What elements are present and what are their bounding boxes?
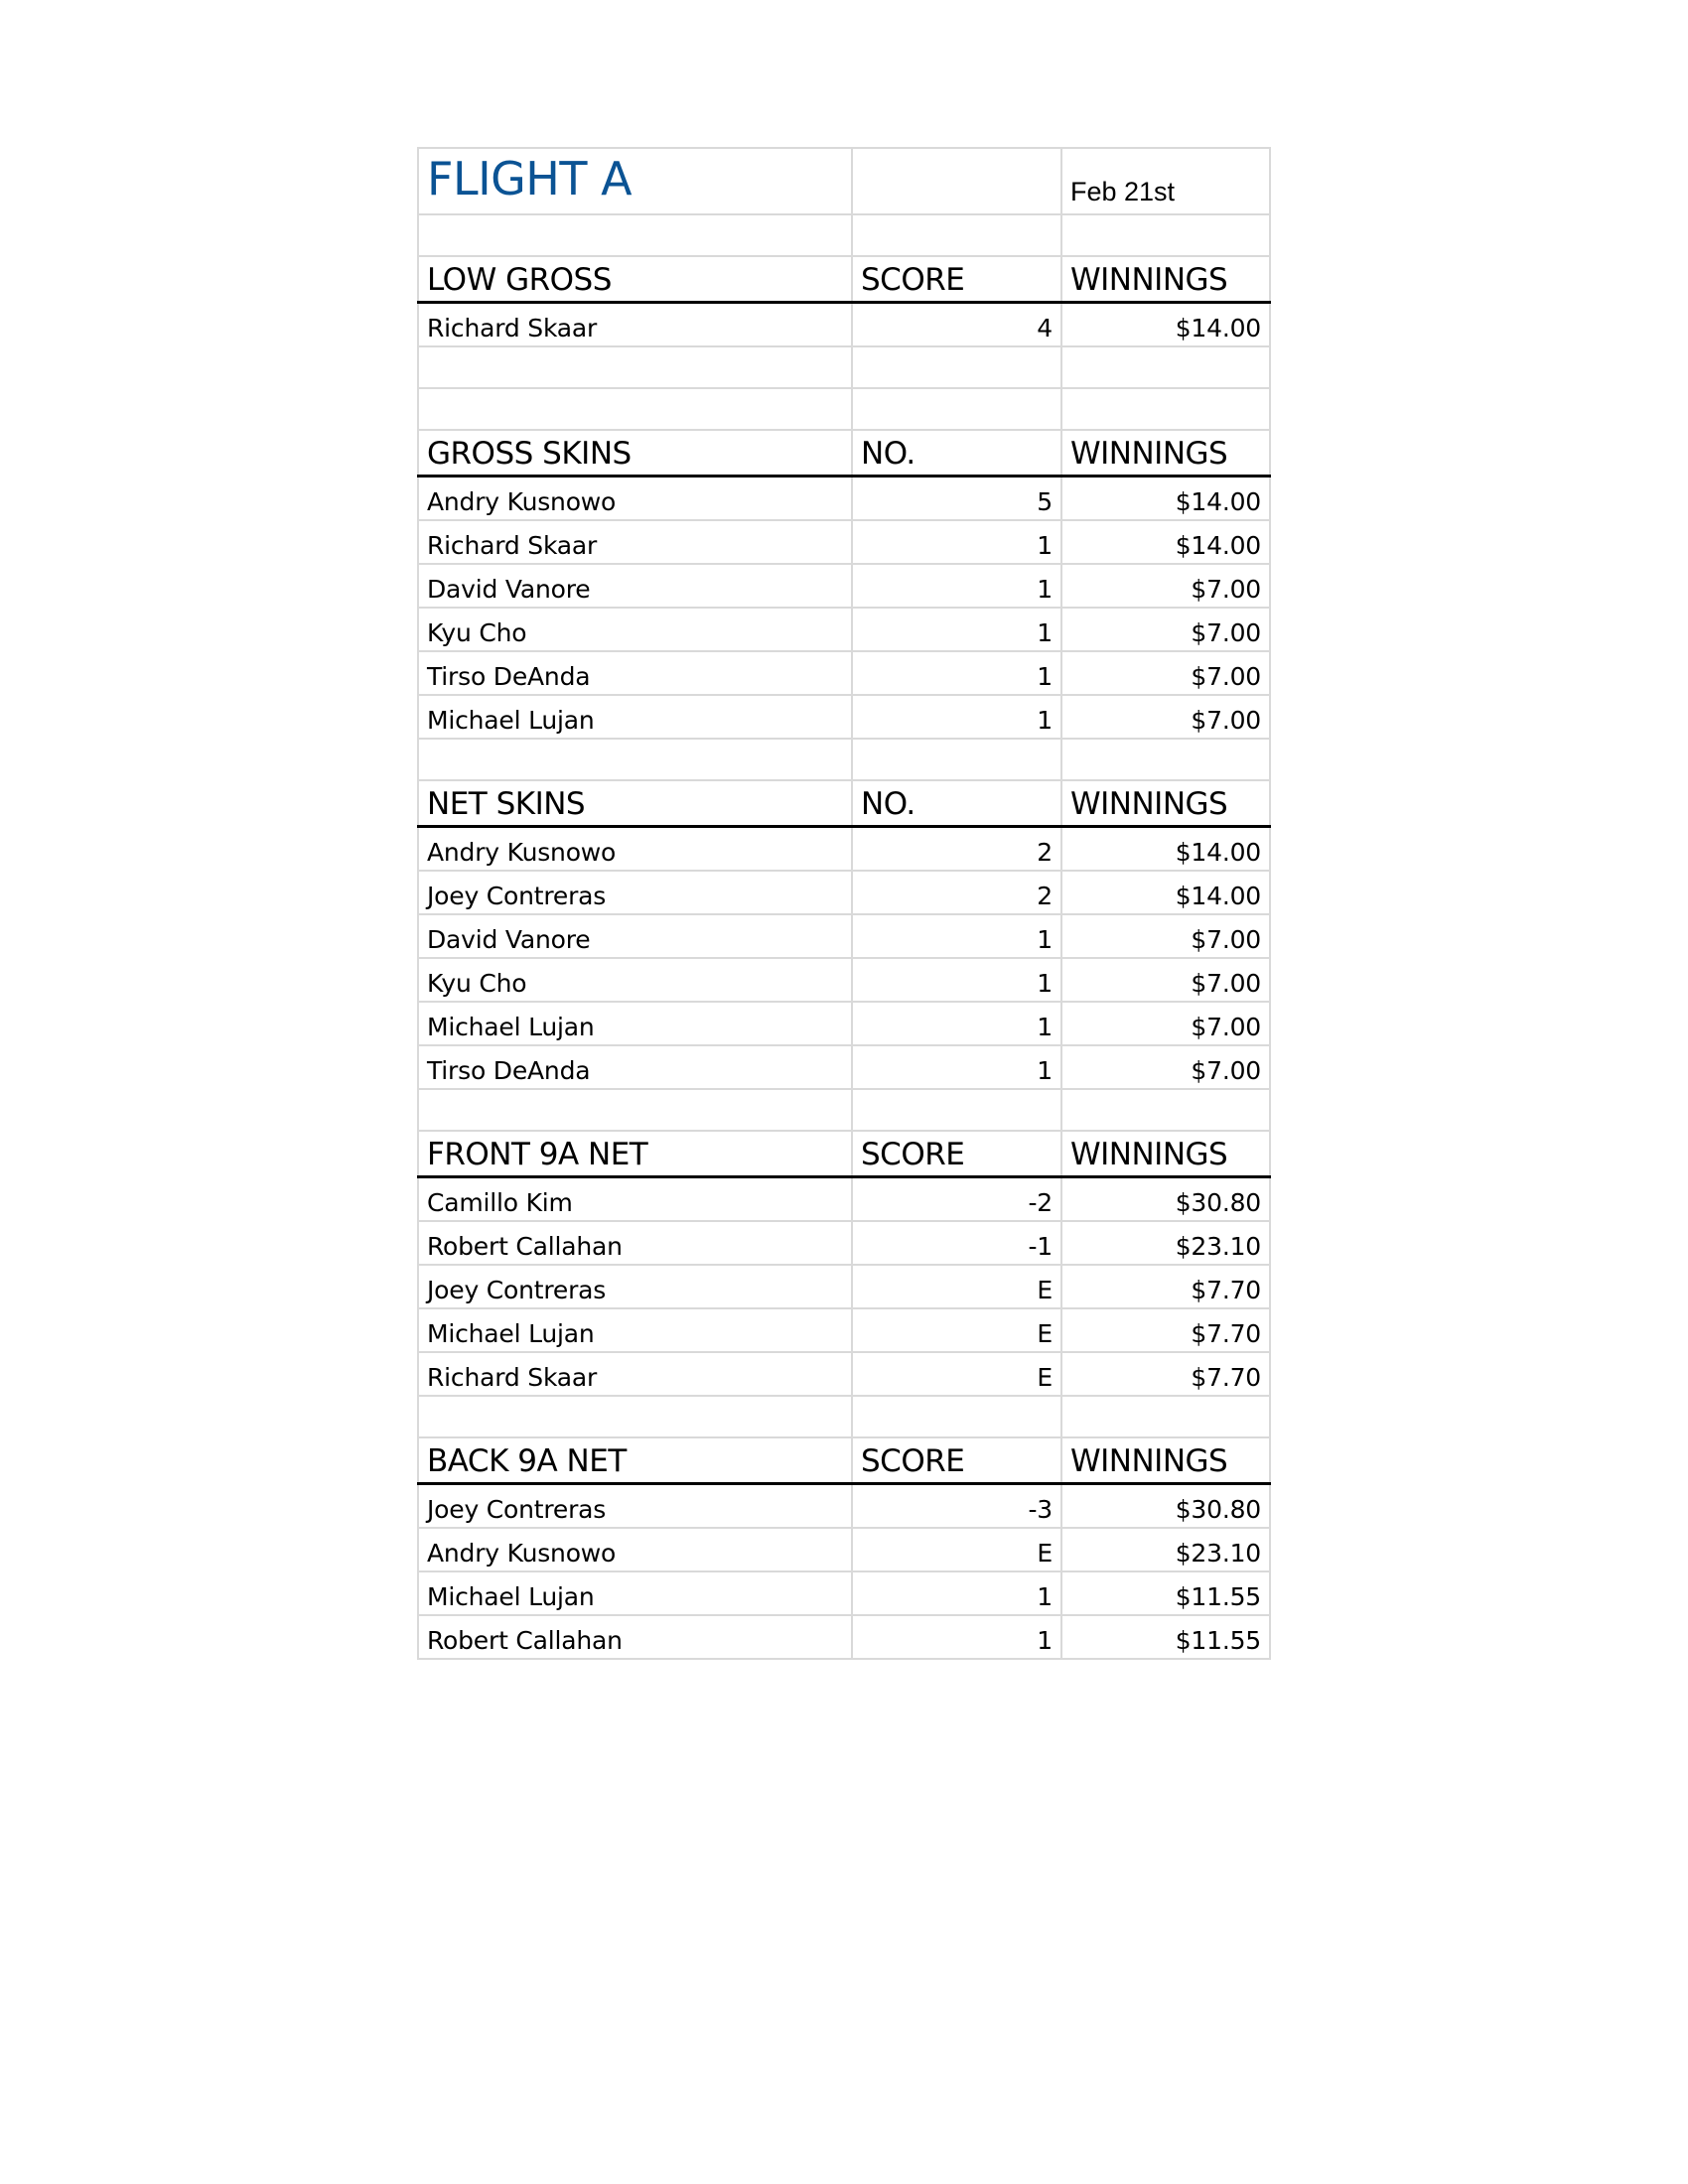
player-value: 1: [852, 564, 1061, 608]
player-winnings: $14.00: [1061, 303, 1270, 347]
table-row: [418, 871, 1270, 914]
section-header-row: [418, 1131, 1270, 1177]
player-winnings: $7.00: [1061, 958, 1270, 1002]
empty-cell: [852, 1089, 1061, 1131]
flight-title: FLIGHT A: [418, 148, 852, 214]
table-row: [418, 1571, 1270, 1615]
player-winnings: $23.10: [1061, 1221, 1270, 1265]
results-sheet: [417, 147, 1271, 1660]
player-value: 1: [852, 914, 1061, 958]
section-heading: NET SKINS: [418, 780, 852, 827]
player-winnings: $7.70: [1061, 1265, 1270, 1308]
player-name: Kyu Cho: [418, 608, 852, 651]
player-winnings: $14.00: [1061, 520, 1270, 564]
player-name: Joey Contreras: [418, 1484, 852, 1529]
player-name: Tirso DeAnda: [418, 1045, 852, 1089]
player-winnings: $7.00: [1061, 1045, 1270, 1089]
player-value: 1: [852, 1002, 1061, 1045]
player-winnings: $30.80: [1061, 1484, 1270, 1529]
table-row: [418, 1615, 1270, 1659]
section-header-row: [418, 430, 1270, 477]
player-value: 1: [852, 1615, 1061, 1659]
section-header-row: [418, 1437, 1270, 1484]
player-value: 1: [852, 651, 1061, 695]
empty-cell: [852, 1396, 1061, 1437]
column-header-value: NO.: [852, 780, 1061, 827]
table-row: [418, 520, 1270, 564]
table-row: [418, 651, 1270, 695]
column-header-value: SCORE: [852, 1131, 1061, 1177]
player-name: Michael Lujan: [418, 1002, 852, 1045]
player-name: Joey Contreras: [418, 871, 852, 914]
player-value: -3: [852, 1484, 1061, 1529]
empty-cell: [852, 214, 1061, 256]
player-winnings: $30.80: [1061, 1177, 1270, 1222]
blank-row: [418, 739, 1270, 780]
column-header-winnings: WINNINGS: [1061, 1437, 1270, 1484]
table-row: [418, 1484, 1270, 1529]
empty-cell: [852, 346, 1061, 388]
column-header-value: NO.: [852, 430, 1061, 477]
empty-cell: [1061, 739, 1270, 780]
empty-cell: [1061, 1089, 1270, 1131]
player-value: -2: [852, 1177, 1061, 1222]
player-name: Michael Lujan: [418, 1308, 852, 1352]
table-row: [418, 1308, 1270, 1352]
table-row: [418, 958, 1270, 1002]
player-value: -1: [852, 1221, 1061, 1265]
player-winnings: $7.00: [1061, 1002, 1270, 1045]
table-row: [418, 914, 1270, 958]
table-row: [418, 1265, 1270, 1308]
player-name: Michael Lujan: [418, 695, 852, 739]
player-value: E: [852, 1352, 1061, 1396]
table-row: [418, 477, 1270, 521]
title-row: [418, 148, 1270, 214]
empty-cell: [418, 388, 852, 430]
player-name: Kyu Cho: [418, 958, 852, 1002]
player-winnings: $7.00: [1061, 564, 1270, 608]
column-header-winnings: WINNINGS: [1061, 256, 1270, 303]
empty-cell: [1061, 388, 1270, 430]
table-row: [418, 1045, 1270, 1089]
player-winnings: $23.10: [1061, 1528, 1270, 1571]
player-value: 1: [852, 1571, 1061, 1615]
empty-cell: [1061, 346, 1270, 388]
player-winnings: $14.00: [1061, 477, 1270, 521]
event-date: Feb 21st: [1061, 148, 1270, 214]
player-winnings: $7.00: [1061, 651, 1270, 695]
player-name: Michael Lujan: [418, 1571, 852, 1615]
player-value: E: [852, 1308, 1061, 1352]
player-winnings: $7.70: [1061, 1352, 1270, 1396]
player-winnings: $11.55: [1061, 1615, 1270, 1659]
empty-cell: [852, 148, 1061, 214]
player-name: David Vanore: [418, 564, 852, 608]
column-header-winnings: WINNINGS: [1061, 430, 1270, 477]
player-name: Tirso DeAnda: [418, 651, 852, 695]
player-name: Joey Contreras: [418, 1265, 852, 1308]
table-row: [418, 1002, 1270, 1045]
column-header-winnings: WINNINGS: [1061, 780, 1270, 827]
empty-cell: [418, 1396, 852, 1437]
section-heading: FRONT 9A NET: [418, 1131, 852, 1177]
player-name: Andry Kusnowo: [418, 1528, 852, 1571]
table-row: [418, 1177, 1270, 1222]
empty-cell: [418, 1089, 852, 1131]
section-heading: GROSS SKINS: [418, 430, 852, 477]
section-header-row: [418, 780, 1270, 827]
player-winnings: $7.00: [1061, 608, 1270, 651]
player-value: 4: [852, 303, 1061, 347]
empty-cell: [852, 739, 1061, 780]
player-winnings: $7.00: [1061, 914, 1270, 958]
player-value: 2: [852, 827, 1061, 872]
player-name: Robert Callahan: [418, 1221, 852, 1265]
player-value: 2: [852, 871, 1061, 914]
player-name: Richard Skaar: [418, 303, 852, 347]
player-value: E: [852, 1528, 1061, 1571]
player-name: Richard Skaar: [418, 1352, 852, 1396]
table-row: [418, 1352, 1270, 1396]
blank-row: [418, 214, 1270, 256]
player-name: Robert Callahan: [418, 1615, 852, 1659]
empty-cell: [418, 214, 852, 256]
section-heading: BACK 9A NET: [418, 1437, 852, 1484]
empty-cell: [418, 739, 852, 780]
player-value: E: [852, 1265, 1061, 1308]
column-header-value: SCORE: [852, 256, 1061, 303]
player-winnings: $14.00: [1061, 871, 1270, 914]
blank-row: [418, 1089, 1270, 1131]
player-winnings: $7.70: [1061, 1308, 1270, 1352]
player-value: 5: [852, 477, 1061, 521]
player-value: 1: [852, 958, 1061, 1002]
player-name: Richard Skaar: [418, 520, 852, 564]
table-row: [418, 564, 1270, 608]
player-winnings: $14.00: [1061, 827, 1270, 872]
player-name: Andry Kusnowo: [418, 827, 852, 872]
column-header-winnings: WINNINGS: [1061, 1131, 1270, 1177]
empty-cell: [852, 388, 1061, 430]
player-winnings: $7.00: [1061, 695, 1270, 739]
empty-cell: [1061, 1396, 1270, 1437]
player-value: 1: [852, 520, 1061, 564]
empty-cell: [418, 346, 852, 388]
player-name: Andry Kusnowo: [418, 477, 852, 521]
player-winnings: $11.55: [1061, 1571, 1270, 1615]
section-header-row: [418, 256, 1270, 303]
player-name: Camillo Kim: [418, 1177, 852, 1222]
player-value: 1: [852, 695, 1061, 739]
table-row: [418, 1221, 1270, 1265]
blank-row: [418, 388, 1270, 430]
column-header-value: SCORE: [852, 1437, 1061, 1484]
table-row: [418, 608, 1270, 651]
table-row: [418, 827, 1270, 872]
section-heading: LOW GROSS: [418, 256, 852, 303]
table-row: [418, 1528, 1270, 1571]
player-name: David Vanore: [418, 914, 852, 958]
blank-row: [418, 1396, 1270, 1437]
table-row: [418, 695, 1270, 739]
player-value: 1: [852, 608, 1061, 651]
blank-row: [418, 346, 1270, 388]
table-row: [418, 303, 1270, 347]
player-value: 1: [852, 1045, 1061, 1089]
empty-cell: [1061, 214, 1270, 256]
